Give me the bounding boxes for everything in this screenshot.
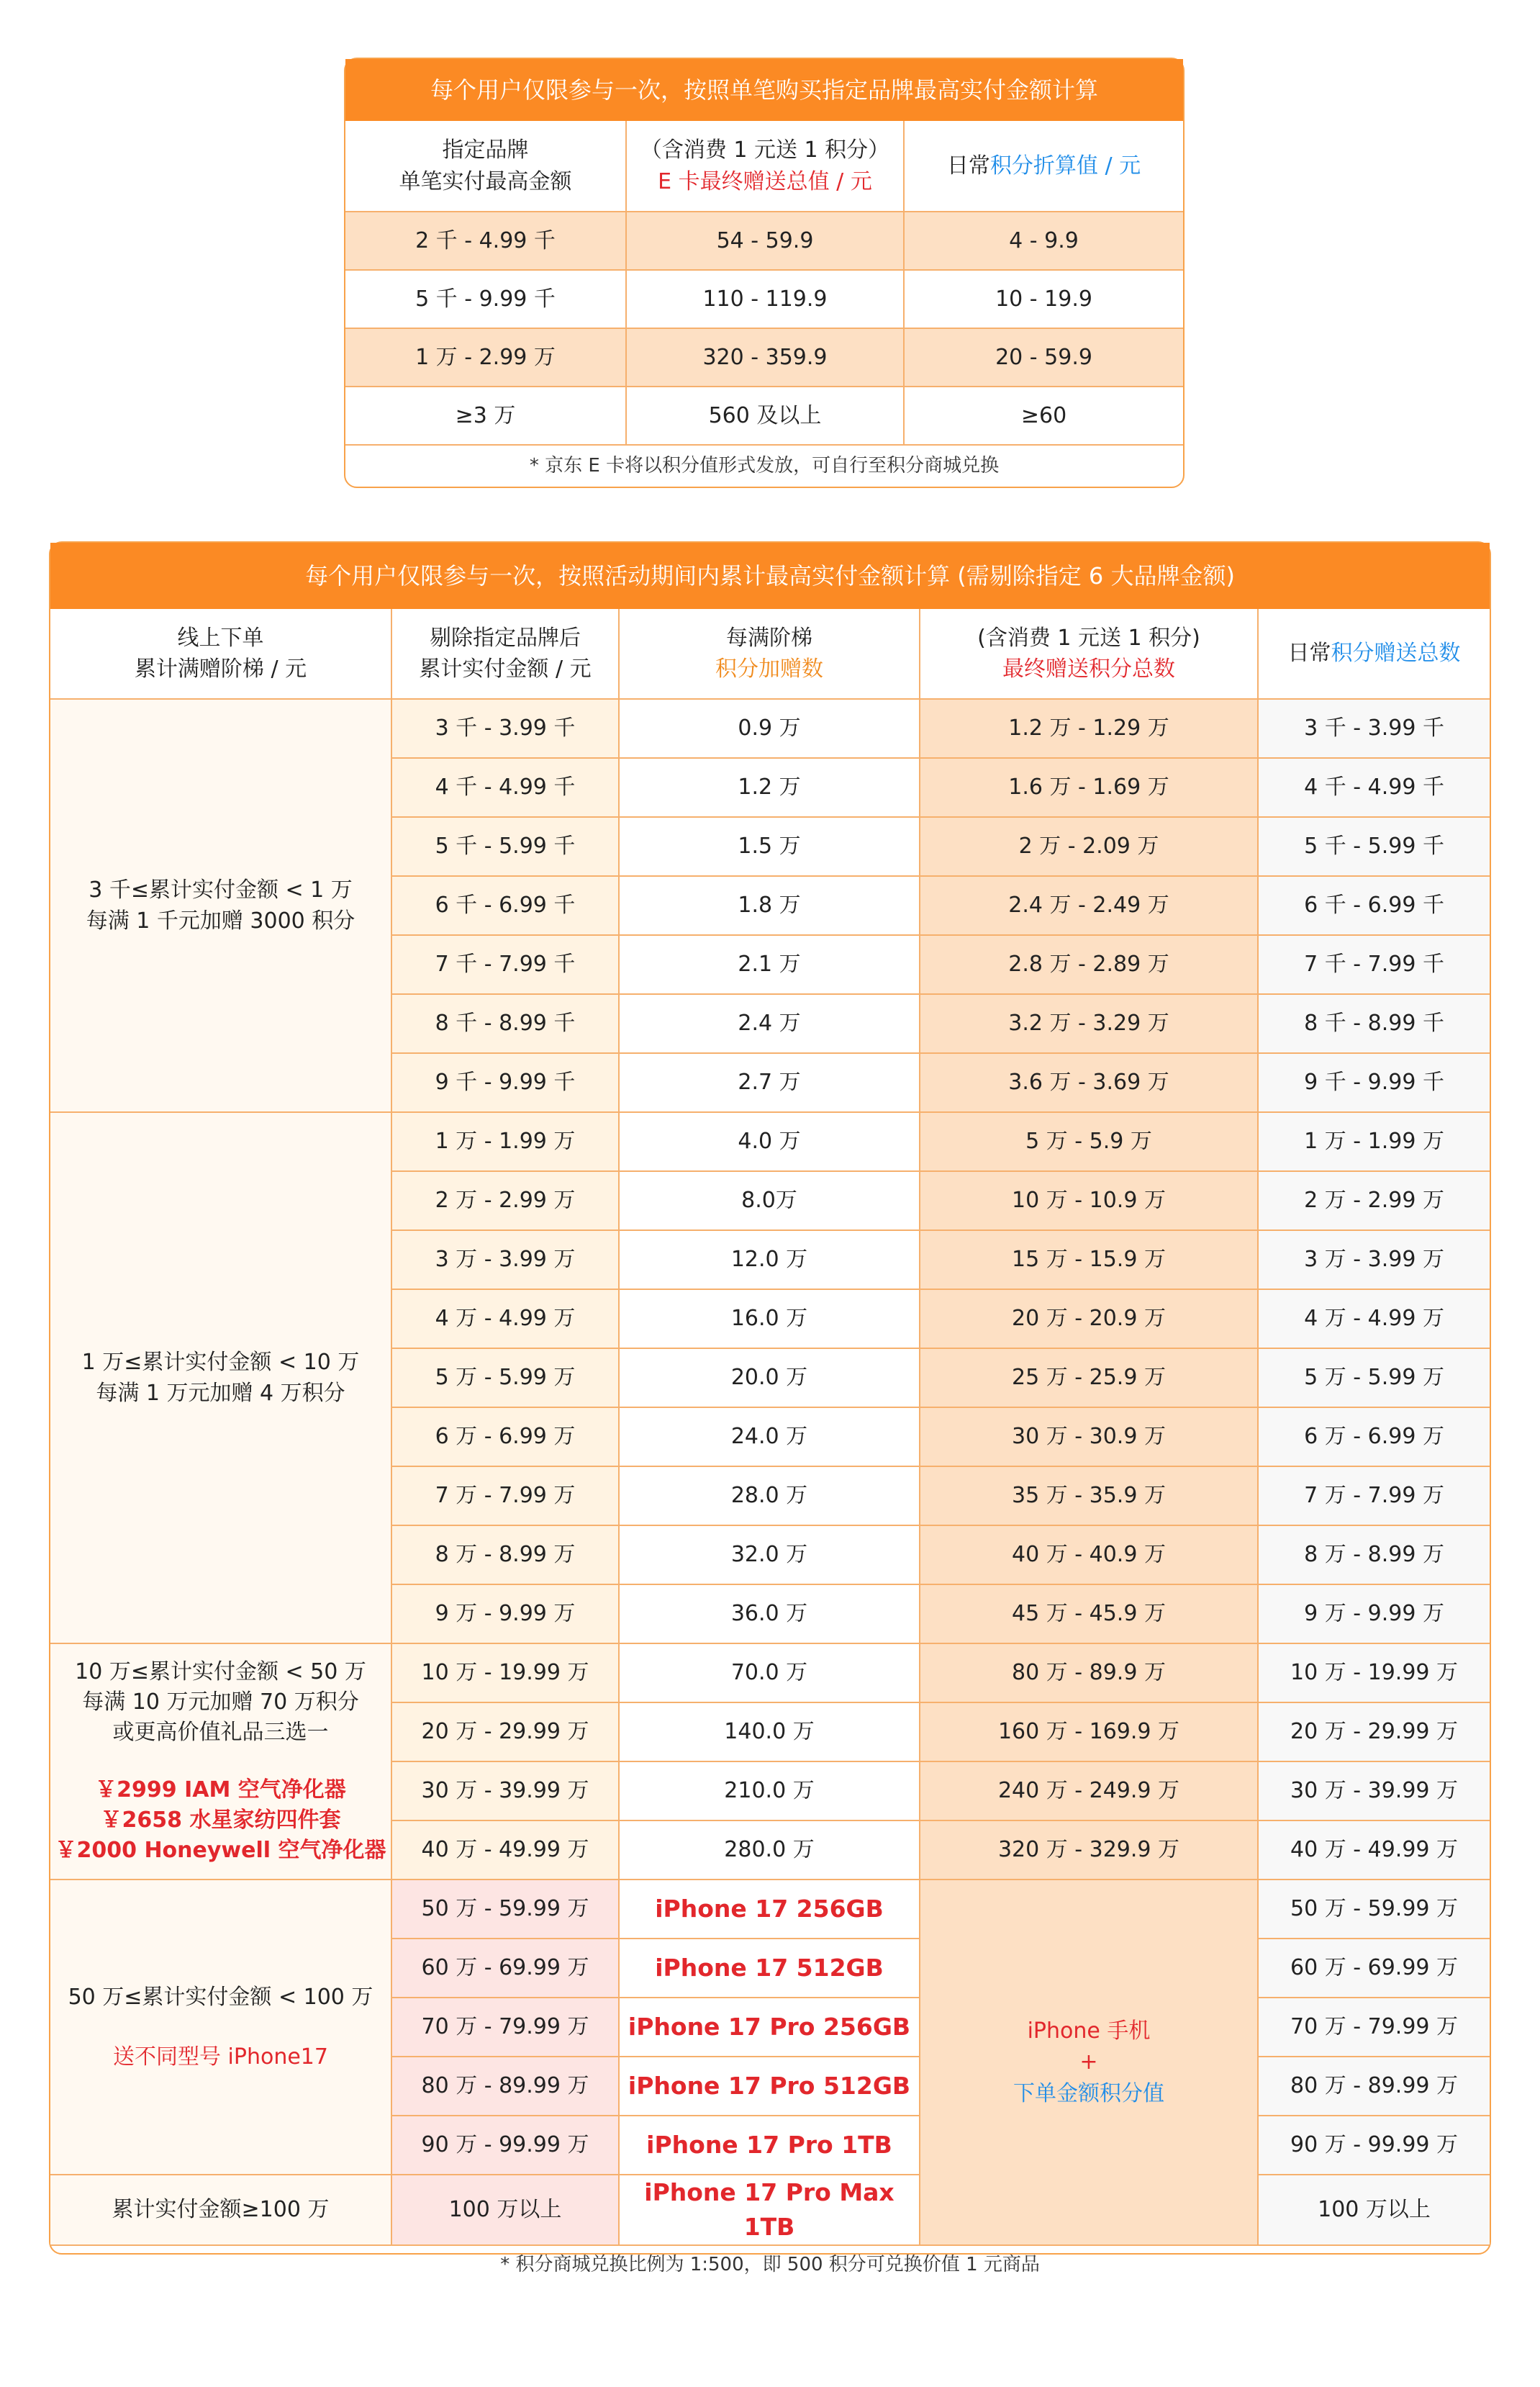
iphone-reward-merged: [920, 1880, 1258, 2245]
tier3-line2: 每满 10 万元加赠 70 万积分: [82, 1689, 359, 1715]
daily-cell: 4 万 - 4.99 万: [1258, 1289, 1490, 1348]
table-row: [50, 1112, 1490, 1171]
gift-option-air-purifier-iam: ￥2999 IAM 空气净化器: [95, 1777, 346, 1802]
daily-cell: 80 万 - 89.99 万: [1258, 2057, 1490, 2116]
iphone-model-cell: iPhone 17 256GB: [619, 1880, 920, 1939]
cumulative-reward-table: [50, 543, 1490, 2286]
amount-cell: 1 万 - 1.99 万: [391, 1112, 619, 1171]
header-tier-line1: 线上下单: [177, 625, 264, 651]
amount-cell: 8 万 - 8.99 万: [391, 1525, 619, 1584]
bonus-cell: 140.0 万: [619, 1702, 920, 1761]
bonus-cell: 2.7 万: [619, 1053, 920, 1112]
brand-table-note: * 京东 E 卡将以积分值形式发放，可自行至积分商城兑换: [529, 454, 1000, 477]
daily-cell: 3 千 - 3.99 千: [1258, 699, 1490, 758]
daily-cell: 5 万 - 5.99 万: [1258, 1348, 1490, 1407]
daily-cell: 60 万 - 69.99 万: [1258, 1939, 1490, 1998]
amount-cell: 20 万 - 29.99 万: [391, 1702, 619, 1761]
amount-cell: 5 万 - 5.99 万: [391, 1348, 619, 1407]
tier1-line2: 每满 1 千元加赠 3000 积分: [86, 908, 355, 934]
header-total-line1: (含消费 1 元送 1 积分): [977, 625, 1200, 651]
header-points-highlight: 积分折算值 / 元: [989, 153, 1141, 179]
daily-cell: 90 万 - 99.99 万: [1258, 2116, 1490, 2175]
table-row: [50, 2175, 1490, 2245]
cumulative-table-header-row: [50, 609, 1490, 699]
bonus-cell: 12.0 万: [619, 1230, 920, 1289]
tier2-label: [50, 1112, 391, 1643]
amount-cell: 7 千 - 7.99 千: [391, 935, 619, 994]
header-brand-amount: [345, 121, 626, 212]
total-cell: 35 万 - 35.9 万: [920, 1466, 1258, 1525]
daily-cell: 30 万 - 39.99 万: [1258, 1761, 1490, 1820]
brand-amount-cell: 1 万 - 2.99 万: [345, 328, 626, 387]
daily-cell: 20 万 - 29.99 万: [1258, 1702, 1490, 1761]
header-daily-highlight: 积分赠送总数: [1331, 641, 1461, 667]
tier5-label: 累计实付金额≥100 万: [50, 2175, 391, 2245]
bonus-cell: 1.8 万: [619, 876, 920, 935]
brand-table-note-row: [345, 445, 1183, 487]
tier3-line1: 10 万≤累计实付金额 < 50 万: [75, 1659, 366, 1684]
total-cell: 40 万 - 40.9 万: [920, 1525, 1258, 1584]
daily-cell: 7 万 - 7.99 万: [1258, 1466, 1490, 1525]
brand-table-title: 每个用户仅限参与一次，按照单笔购买指定品牌最高实付金额计算: [345, 59, 1183, 121]
header-total-line2: 最终赠送积分总数: [1002, 656, 1175, 682]
tier3-line3: 或更高价值礼品三选一: [112, 1720, 329, 1745]
amount-cell: 2 万 - 2.99 万: [391, 1171, 619, 1230]
daily-cell: 6 千 - 6.99 千: [1258, 876, 1490, 935]
bonus-cell: 16.0 万: [619, 1289, 920, 1348]
bonus-cell: 2.1 万: [619, 935, 920, 994]
amount-cell: 6 千 - 6.99 千: [391, 876, 619, 935]
iphone-model-cell: iPhone 17 Pro 1TB: [619, 2116, 920, 2175]
total-cell: 3.2 万 - 3.29 万: [920, 994, 1258, 1053]
daily-cell: 8 万 - 8.99 万: [1258, 1525, 1490, 1584]
tier2-line1: 1 万≤累计实付金额 < 10 万: [81, 1349, 360, 1375]
brand-reward-table: [345, 59, 1183, 487]
header-amount-line1: 剔除指定品牌后: [430, 625, 581, 651]
total-cell: 2.8 万 - 2.89 万: [920, 935, 1258, 994]
header-daily-prefix: 日常: [1287, 641, 1331, 667]
amount-cell: 50 万 - 59.99 万: [391, 1880, 619, 1939]
tier2-line2: 每满 1 万元加赠 4 万积分: [96, 1381, 345, 1406]
tier4-line2: 送不同型号 iPhone17: [113, 2044, 328, 2070]
bonus-cell: 4.0 万: [619, 1112, 920, 1171]
daily-cell: 8 千 - 8.99 千: [1258, 994, 1490, 1053]
total-cell: 20 万 - 20.9 万: [920, 1289, 1258, 1348]
bonus-cell: 0.9 万: [619, 699, 920, 758]
daily-cell: 2 万 - 2.99 万: [1258, 1171, 1490, 1230]
bonus-cell: 28.0 万: [619, 1466, 920, 1525]
iphone-model-cell: iPhone 17 Pro 512GB: [619, 2057, 920, 2116]
total-cell: 80 万 - 89.9 万: [920, 1643, 1258, 1702]
header-bonus-line2: 积分加赠数: [715, 656, 823, 682]
amount-cell: 60 万 - 69.99 万: [391, 1939, 619, 1998]
table-row: [345, 270, 1183, 328]
iphone-model-cell: iPhone 17 512GB: [619, 1939, 920, 1998]
cumulative-table-note: * 积分商城兑换比例为 1:500，即 500 积分可兑换价值 1 元商品: [500, 2254, 1040, 2276]
total-cell: 240 万 - 249.9 万: [920, 1761, 1258, 1820]
amount-cell: 3 万 - 3.99 万: [391, 1230, 619, 1289]
brand-amount-cell: 5 千 - 9.99 千: [345, 270, 626, 328]
ecard-value-cell: 54 - 59.9: [626, 212, 904, 270]
header-total: [920, 609, 1258, 699]
bonus-cell: 36.0 万: [619, 1584, 920, 1643]
cumulative-reward-card: [49, 541, 1491, 2276]
table-row: [50, 1880, 1490, 1939]
total-cell: 45 万 - 45.9 万: [920, 1584, 1258, 1643]
points-value-cell: 20 - 59.9: [904, 328, 1183, 387]
bonus-cell: 280.0 万: [619, 1820, 920, 1880]
daily-cell: 3 万 - 3.99 万: [1258, 1230, 1490, 1289]
ecard-value-cell: 560 及以上: [626, 387, 904, 445]
bonus-cell: 8.0万: [619, 1171, 920, 1230]
daily-cell: 6 万 - 6.99 万: [1258, 1407, 1490, 1466]
amount-cell: 40 万 - 49.99 万: [391, 1820, 619, 1880]
ecard-value-cell: 110 - 119.9: [626, 270, 904, 328]
header-points-value: [904, 121, 1183, 212]
cumulative-table-note-row: [50, 2245, 1490, 2286]
header-brand-amount-line1: 指定品牌: [442, 137, 529, 163]
daily-cell: 4 千 - 4.99 千: [1258, 758, 1490, 817]
amount-cell: 9 万 - 9.99 万: [391, 1584, 619, 1643]
amount-cell: 100 万以上: [391, 2175, 619, 2245]
points-value-cell: ≥60: [904, 387, 1183, 445]
ecard-value-cell: 320 - 359.9: [626, 328, 904, 387]
amount-cell: 80 万 - 89.99 万: [391, 2057, 619, 2116]
bonus-cell: 1.2 万: [619, 758, 920, 817]
daily-cell: 9 千 - 9.99 千: [1258, 1053, 1490, 1112]
header-brand-amount-line2: 单笔实付最高金额: [399, 168, 572, 194]
daily-cell: 10 万 - 19.99 万: [1258, 1643, 1490, 1702]
amount-cell: 5 千 - 5.99 千: [391, 817, 619, 876]
daily-cell: 9 万 - 9.99 万: [1258, 1584, 1490, 1643]
tier3-label: [50, 1643, 391, 1880]
bonus-cell: 1.5 万: [619, 817, 920, 876]
points-value-cell: 10 - 19.9: [904, 270, 1183, 328]
tier4-spacer: [50, 2013, 391, 2041]
cumulative-table-title-row: [50, 543, 1490, 609]
tier1-label: [50, 699, 391, 1112]
amount-cell: 30 万 - 39.99 万: [391, 1761, 619, 1820]
total-cell: 10 万 - 10.9 万: [920, 1171, 1258, 1230]
header-ecard-value: [626, 121, 904, 212]
bonus-cell: 20.0 万: [619, 1348, 920, 1407]
total-cell: 3.6 万 - 3.69 万: [920, 1053, 1258, 1112]
header-ecard-line1: （含消费 1 元送 1 积分）: [640, 137, 890, 163]
points-value-cell: 4 - 9.9: [904, 212, 1183, 270]
daily-cell: 7 千 - 7.99 千: [1258, 935, 1490, 994]
header-ecard-line2: E 卡最终赠送总值 / 元: [658, 168, 872, 194]
daily-cell: 5 千 - 5.99 千: [1258, 817, 1490, 876]
amount-cell: 70 万 - 79.99 万: [391, 1998, 619, 2057]
daily-cell: 100 万以上: [1258, 2175, 1490, 2245]
daily-cell: 1 万 - 1.99 万: [1258, 1112, 1490, 1171]
daily-cell: 40 万 - 49.99 万: [1258, 1820, 1490, 1880]
iphone-model-cell: iPhone 17 Pro Max 1TB: [619, 2175, 920, 2245]
table-row: [50, 1643, 1490, 1702]
brand-table-header-row: [345, 121, 1183, 212]
amount-cell: 7 万 - 7.99 万: [391, 1466, 619, 1525]
amount-cell: 6 万 - 6.99 万: [391, 1407, 619, 1466]
table-row: [50, 699, 1490, 758]
gift-option-bedding-set: ￥2658 水星家纺四件套: [100, 1808, 341, 1833]
bonus-cell: 210.0 万: [619, 1761, 920, 1820]
table-row: [345, 328, 1183, 387]
brand-amount-cell: 2 千 - 4.99 千: [345, 212, 626, 270]
amount-cell: 3 千 - 3.99 千: [391, 699, 619, 758]
gift-option-air-purifier-honeywell: ￥2000 Honeywell 空气净化器: [55, 1838, 386, 1863]
total-cell: 160 万 - 169.9 万: [920, 1702, 1258, 1761]
header-bonus-line1: 每满阶梯: [726, 625, 812, 651]
header-tier: [50, 609, 391, 699]
total-cell: 2 万 - 2.09 万: [920, 817, 1258, 876]
daily-cell: 50 万 - 59.99 万: [1258, 1880, 1490, 1939]
total-cell: 30 万 - 30.9 万: [920, 1407, 1258, 1466]
merged-iphone-label: iPhone 手机: [1027, 2018, 1151, 2044]
bonus-cell: 24.0 万: [619, 1407, 920, 1466]
tier1-line1: 3 千≤累计实付金额 < 1 万: [89, 877, 353, 903]
table-row: [345, 212, 1183, 270]
amount-cell: 10 万 - 19.99 万: [391, 1643, 619, 1702]
tier4-line1: 50 万≤累计实付金额 < 100 万: [68, 1984, 373, 2010]
daily-cell: 70 万 - 79.99 万: [1258, 1998, 1490, 2057]
total-cell: 2.4 万 - 2.49 万: [920, 876, 1258, 935]
header-amount-line2: 累计实付金额 / 元: [419, 656, 592, 682]
amount-cell: 4 千 - 4.99 千: [391, 758, 619, 817]
amount-cell: 8 千 - 8.99 千: [391, 994, 619, 1053]
tier3-spacer: [50, 1748, 391, 1775]
header-daily: [1258, 609, 1490, 699]
total-cell: 1.6 万 - 1.69 万: [920, 758, 1258, 817]
amount-cell: 4 万 - 4.99 万: [391, 1289, 619, 1348]
amount-cell: 9 千 - 9.99 千: [391, 1053, 619, 1112]
table-row: [345, 387, 1183, 445]
total-cell: 25 万 - 25.9 万: [920, 1348, 1258, 1407]
header-tier-line2: 累计满赠阶梯 / 元: [134, 656, 307, 682]
bonus-cell: 2.4 万: [619, 994, 920, 1053]
brand-reward-card: [344, 58, 1185, 488]
header-amount: [391, 609, 619, 699]
total-cell: 1.2 万 - 1.29 万: [920, 699, 1258, 758]
bonus-cell: 32.0 万: [619, 1525, 920, 1584]
bonus-cell: 70.0 万: [619, 1643, 920, 1702]
total-cell: 320 万 - 329.9 万: [920, 1820, 1258, 1880]
amount-cell: 90 万 - 99.99 万: [391, 2116, 619, 2175]
total-cell: 5 万 - 5.9 万: [920, 1112, 1258, 1171]
merged-plus-sign: +: [1079, 2049, 1098, 2075]
tier4-label: [50, 1880, 391, 2175]
header-points-prefix: 日常: [946, 153, 990, 179]
cumulative-table-title: 每个用户仅限参与一次，按照活动期间内累计最高实付金额计算 (需剔除指定 6 大品牌金额): [50, 543, 1490, 609]
brand-amount-cell: ≥3 万: [345, 387, 626, 445]
total-cell: 15 万 - 15.9 万: [920, 1230, 1258, 1289]
header-bonus: [619, 609, 920, 699]
brand-table-title-row: [345, 59, 1183, 121]
merged-points-label: 下单金额积分值: [1013, 2080, 1164, 2106]
iphone-model-cell: iPhone 17 Pro 256GB: [619, 1998, 920, 2057]
